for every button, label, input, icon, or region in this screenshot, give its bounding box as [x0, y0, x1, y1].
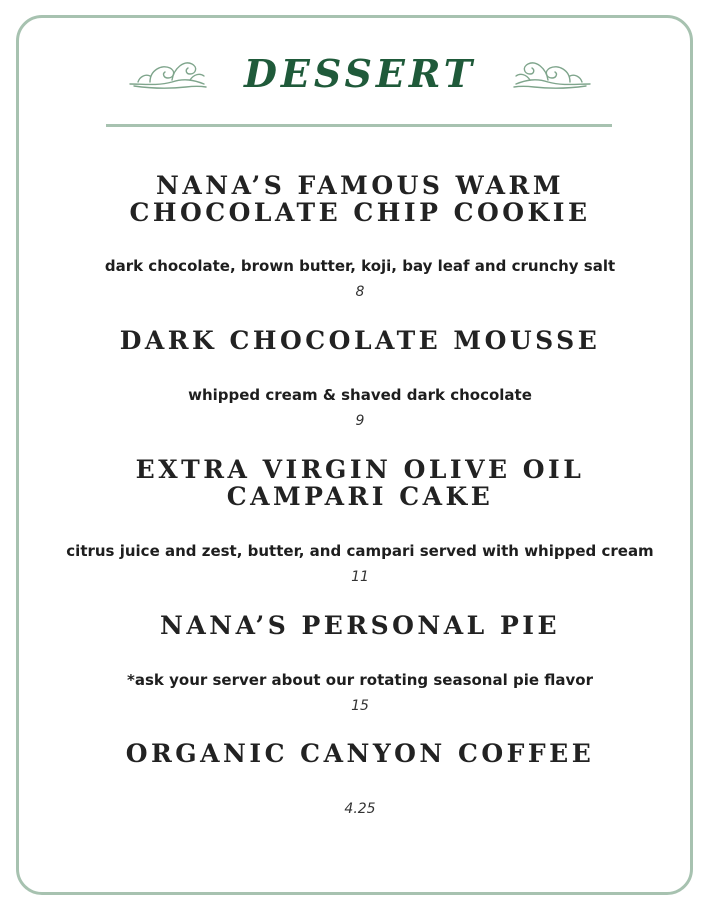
menu-item-name: EXTRA VIRGIN OLIVE OIL CAMPARI CAKE	[135, 455, 585, 511]
menu-item-price: 15	[351, 698, 369, 714]
title-divider	[106, 124, 612, 127]
menu-item-price: 8	[355, 284, 365, 300]
menu-item-name: DARK CHOCOLATE MOUSSE	[119, 326, 601, 355]
menu-item-name: ORGANIC CANYON COFFEE	[125, 739, 595, 768]
menu-item-name: NANA’S FAMOUS WARM CHOCOLATE CHIP COOKIE	[129, 171, 591, 227]
menu-title: DESSERT	[243, 51, 477, 96]
menu-item-description: dark chocolate, brown butter, koji, bay leaf and crunchy salt	[104, 257, 616, 275]
menu-item-price: 11	[351, 569, 369, 585]
menu-item-description: *ask your server about our rotating seasonal pie flavor	[127, 671, 593, 689]
menu-item-price: 4.25	[344, 801, 376, 817]
menu-item-name: NANA’S PERSONAL PIE	[159, 611, 561, 640]
menu-header	[0, 52, 720, 96]
menu-item-description: citrus juice and zest, butter, and campari served with whipped cream	[66, 542, 654, 560]
scroll-ornament-right-icon	[512, 56, 592, 92]
menu-item-description: whipped cream & shaved dark chocolate	[188, 386, 532, 404]
menu-item-price: 9	[355, 413, 365, 429]
